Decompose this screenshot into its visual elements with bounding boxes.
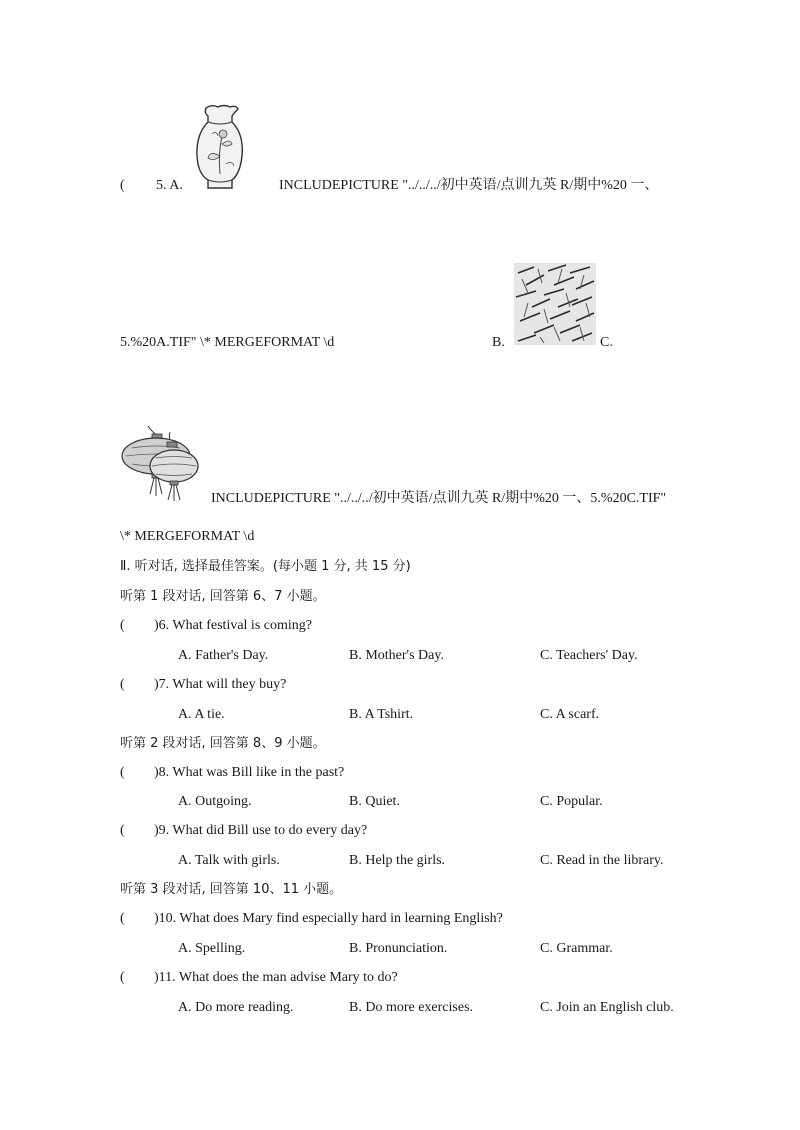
q8-option-b: B. Quiet. [349, 794, 400, 809]
q7-option-b: B. A Tshirt. [349, 707, 414, 722]
q5-field1-line2: 5.%20A.TIF" \* MERGEFORMAT \d [120, 335, 335, 350]
group3-heading: 听第 3 段对话, 回答第 10、11 小题。 [120, 882, 343, 897]
q8-stem: )8. What was Bill like in the past? [154, 765, 345, 780]
q11-option-a: A. Do more reading. [178, 1000, 294, 1015]
q11-stem: )11. What does the man advise Mary to do? [154, 970, 398, 985]
q6-stem: )6. What festival is coming? [154, 618, 312, 633]
q10-option-c: C. Grammar. [540, 941, 613, 956]
q11-paren: ( [120, 970, 125, 985]
q9-option-b: B. Help the girls. [349, 853, 446, 868]
q7-option-c: C. A scarf. [540, 707, 600, 722]
q5-number: 5. A. [156, 178, 183, 193]
q6-paren: ( [120, 618, 125, 633]
q9-option-c: C. Read in the library. [540, 853, 664, 868]
q6-option-b: B. Mother's Day. [349, 648, 444, 663]
q7-option-a: A. A tie. [178, 707, 225, 722]
q10-option-a: A. Spelling. [178, 941, 246, 956]
group1-heading: 听第 1 段对话, 回答第 6、7 小题。 [120, 589, 326, 604]
q10-option-b: B. Pronunciation. [349, 941, 448, 956]
q6-option-c: C. Teachers' Day. [540, 648, 638, 663]
q6-option-a: A. Father's Day. [178, 648, 269, 663]
q9-stem: )9. What did Bill use to do every day? [154, 823, 368, 838]
q10-paren: ( [120, 911, 125, 926]
q11-option-c: C. Join an English club. [540, 1000, 674, 1015]
bamboo-picture [514, 263, 596, 345]
q8-paren: ( [120, 765, 125, 780]
group2-heading: 听第 2 段对话, 回答第 8、9 小题。 [120, 736, 326, 751]
q7-paren: ( [120, 677, 125, 692]
q9-paren: ( [120, 823, 125, 838]
q8-option-a: A. Outgoing. [178, 794, 252, 809]
q9-option-a: A. Talk with girls. [178, 853, 280, 868]
q5-field2-line2: \* MERGEFORMAT \d [120, 529, 255, 544]
q10-stem: )10. What does Mary find especially hard in learning English? [154, 911, 503, 926]
section2-title: Ⅱ. 听对话, 选择最佳答案。(每小题 1 分, 共 15 分) [120, 559, 411, 574]
vase-picture [192, 104, 248, 192]
q5-option-c: C. [600, 335, 613, 350]
lanterns-picture [118, 422, 200, 502]
q7-stem: )7. What will they buy? [154, 677, 287, 692]
q5-field2-line1: INCLUDEPICTURE "../../../初中英语/点训九英 R/期中%20 一、5.%20C.TIF" [211, 491, 667, 506]
q11-option-b: B. Do more exercises. [349, 1000, 474, 1015]
q5-field1-line1: INCLUDEPICTURE "../../../初中英语/点训九英 R/期中%20 一、 [279, 178, 659, 193]
q5-paren: ( [120, 178, 125, 193]
q5-option-b: B. [492, 335, 505, 350]
q8-option-c: C. Popular. [540, 794, 603, 809]
